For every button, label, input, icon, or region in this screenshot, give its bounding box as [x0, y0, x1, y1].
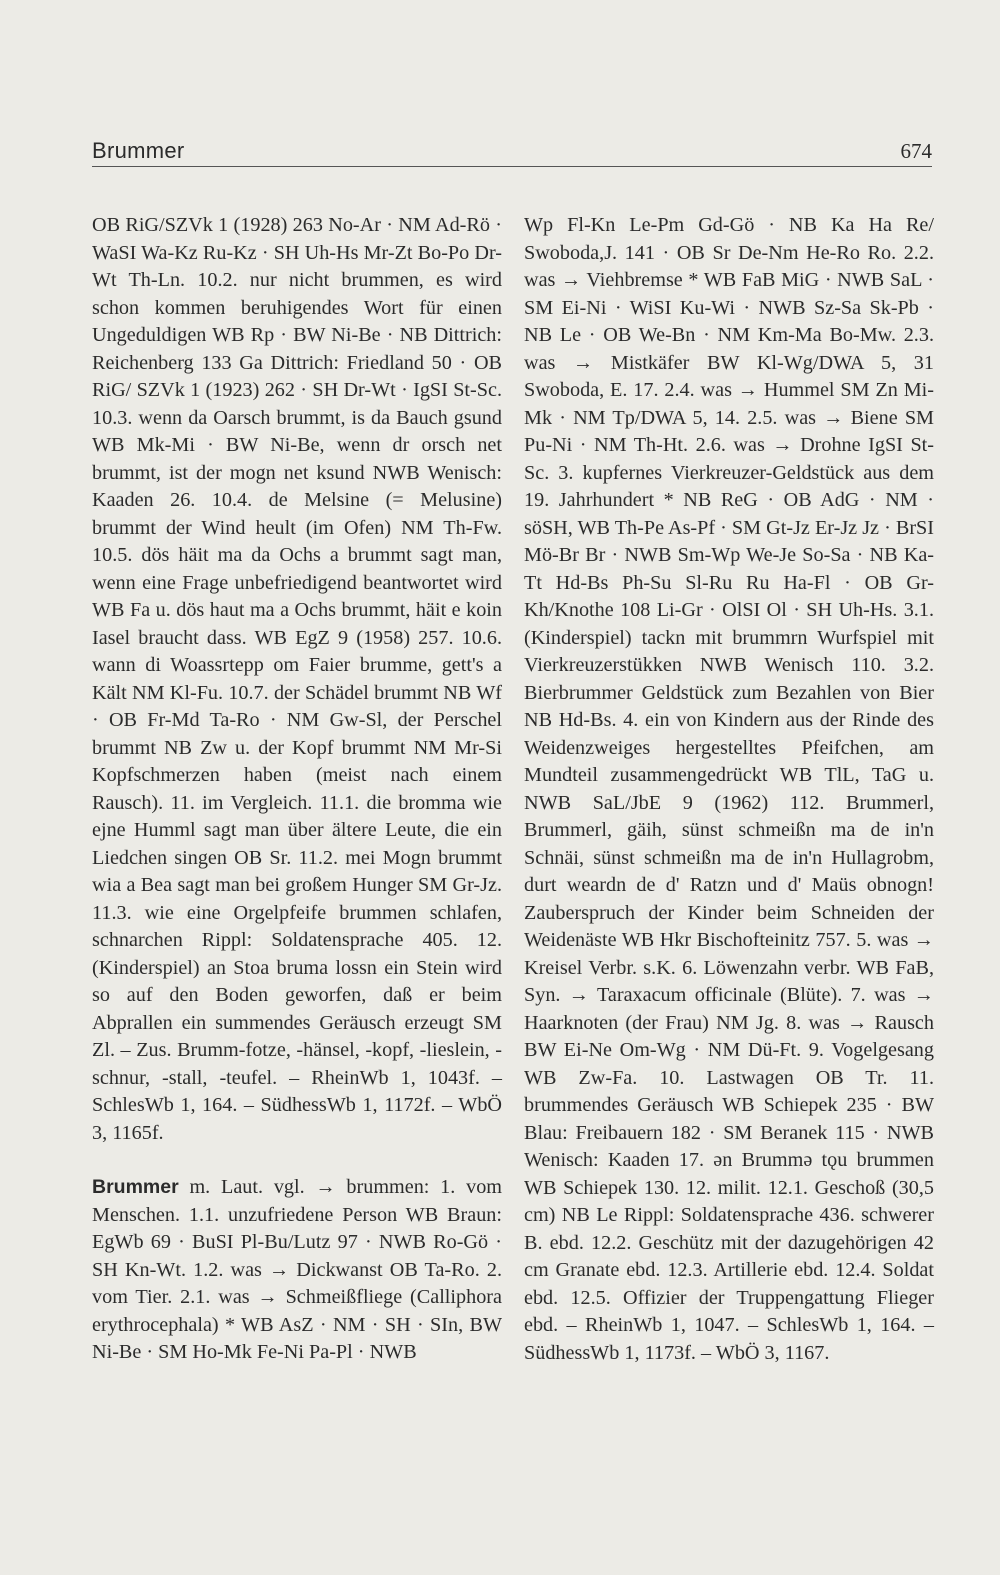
- entry-body: m. Laut. vgl. → brummen: 1. vom Menschen. 1.1. unzufriedene Person WB Braun: EgWb 69 · BuSI Pl-Bu/Lutz 97 · NWB Ro-Gö · SH Kn-Wt. 1.2. was → Dickwanst OB Ta-Ro. 2. vom Tier. 2.1. was → Schmeißfliege (Calliphora erythrocephala) * WB AsZ · NM · SH · SIn, BW Ni-Be · SM Ho-Mk Fe-Ni Pa-Pl · NWB: [92, 1176, 502, 1363]
- running-title: Brummer: [92, 138, 185, 163]
- entry-continuation: OB RiG/SZVk 1 (1928) 263 No-Ar · NM Ad-Rö · WaSI Wa-Kz Ru-Kz · SH Uh-Hs Mr-Zt Bo-Po Dr-Wt Th-Ln. 10.2. nur nicht brummen, es wird schon kommen beruhigendes Wort für einen Ungeduldigen WB Rp · BW Ni-Be · NB Dittrich: Reichenberg 133 Ga Dittrich: Friedland 50 · OB RiG/ SZVk 1 (1923) 262 · SH Dr-Wt · IgSI St-Sc. 10.3. wenn da Oarsch brummt, is da Bauch gsund WB Mk-Mi · BW Ni-Be, wenn dr orsch net brummt, ist der mogn net ksund NWB Wenisch: Kaaden 26. 10.4. de Melsine (= Melusine) brummt der Wind heult (im Ofen) NM Th-Fw. 10.5. dös häit ma da Ochs a brummt sagt man, wenn eine Frage unbefriedigend beantwortet wird WB Fa u. dös haut ma a Ochs brummt, häit e koin Iasel braucht dass. WB EgZ 9 (1958) 257. 10.6. wann di Woassrtepp om Faier brumme, gett's a Kält NM Kl-Fu. 10.7. der Schädel brummt NB Wf · OB Fr-Md Ta-Ro · NM Gw-Sl, der Perschel brummt NB Zw u. der Kopf brummt NM Mr-Si Kopfschmerzen haben (meist nach einem Rausch). 11. im Vergleich. 11.1. die bromma wie ejne Humml sagt man über ältere Leute, die ein Liedchen singen OB Sr. 11.2. mei Mogn brummt wia a Bea sagt man bei großem Hunger SM Gr-Jz. 11.3. wie eine Orgelpfeife brummen schlafen, schnarchen Rippl: Soldatensprache 405. 12. (Kinderspiel) an Stoa bruma lossn ein Stein wird so auf den Boden geworfen, daß er beim Abprallen ein summendes Geräusch erzeugt SM Zl. – Zus. Brumm-fotze, -hänsel, -kopf, -lieslein, -schnur, -stall, -teufel. – RheinWb 1, 1043f. – SchlesWb 1, 164. – SüdhessWb 1, 1172f. – WbÖ 3, 1165f.: [92, 214, 502, 1144]
- entry-text: Wp Fl-Kn Le-Pm Gd-Gö · NB Ka Ha Re/ Swoboda,J. 141 · OB Sr De-Nm He-Ro Ro. 2.2. was → Viehbremse * WB FaB MiG · NWB SaL · SM Ei-Ni · WiSI Ku-Wi · NWB Sz-Sa Sk-Pb · NB Le · OB We-Bn · NM Km-Ma Bo-Mw. 2.3. was → Mistkäfer BW Kl-Wg/DWA 5, 31 Swoboda, E. 17. 2.4. was → Hummel SM Zn Mi-Mk · NM Tp/DWA 5, 14. 2.5. was → Biene SM Pu-Ni · NM Th-Ht. 2.6. was → Drohne IgSI St-Sc. 3. kupfernes Vierkreuzer-Geldstück aus dem 19. Jahrhundert * NB ReG · OB AdG · NM · söSH, WB Th-Pe As-Pf · SM Gt-Jz Er-Jz Jz · BrSI Mö-Br Br · NWB Sm-Wp We-Je So-Sa · NB Ka-Tt Hd-Bs Ph-Su Sl-Ru Ru Ha-Fl · OB Gr-Kh/Knothe 108 Li-Gr · OlSI Ol · SH Uh-Hs. 3.1. (Kinderspiel) tackn mit brummrn Wurfspiel mit Vierkreuzerstükken NWB Wenisch 110. 3.2. Bierbrummer Geldstück zum Bezahlen von Bier NB Hd-Bs. 4. ein von Kindern aus der Rinde des Weidenzweiges hergestelltes Pfeifchen, am Mundteil zusammengedrückt WB TlL, TaG u. NWB SaL/JbE 9 (1962) 112. Brummerl, Brummerl, gäih, sünst schmeißn ma de in'n Schnäi, sünst schmeißn ma de in'n Hullagrobm, durt weardn de d' Ratzn und d' Maüs obnogn! Zauberspruch der Kinder beim Schneiden der Weidenäste WB Hkr Bischofteinitz 757. 5. was → Kreisel Verbr. s.K. 6. Löwenzahn verbr. WB FaB, Syn. → Taraxacum officinale (Blüte). 7. was → Haarknoten (der Frau) NM Jg. 8. was → Rausch BW Ei-Ne Om-Wg · NM Dü-Ft. 9. Vogelgesang WB Zw-Fa. 10. Lastwagen OB Tr. 11. brummendes Geräusch WB Schiepek 235 · BW Blau: Freibauern 182 · SM Beranek 115 · NWB Wenisch: Kaaden 17. ən Brummə tǫu brummen WB Schiepek 130. 12. milit. 12.1. Geschoß (30,5 cm) NB Le Rippl: Soldatensprache 436. schwerer B. ebd. 12.2. Geschütz mit der dazugehörigen 42 cm Granate ebd. 12.3. Artillerie ebd. 12.4. Soldat ebd. 12.5. Offizier der Truppengattung Flieger ebd. – RheinWb 1, 1047. – SchlesWb 1, 164. – SüdhessWb 1, 1173f. – WbÖ 3, 1167.: [524, 214, 934, 1364]
- page-number: 674: [900, 139, 932, 163]
- header-rule: [92, 166, 932, 167]
- running-head: [92, 138, 932, 164]
- left-column: [92, 212, 502, 1367]
- right-column: [524, 212, 934, 1367]
- entry-brummer: [92, 1174, 502, 1367]
- entry-headword: Brummer: [92, 1176, 179, 1198]
